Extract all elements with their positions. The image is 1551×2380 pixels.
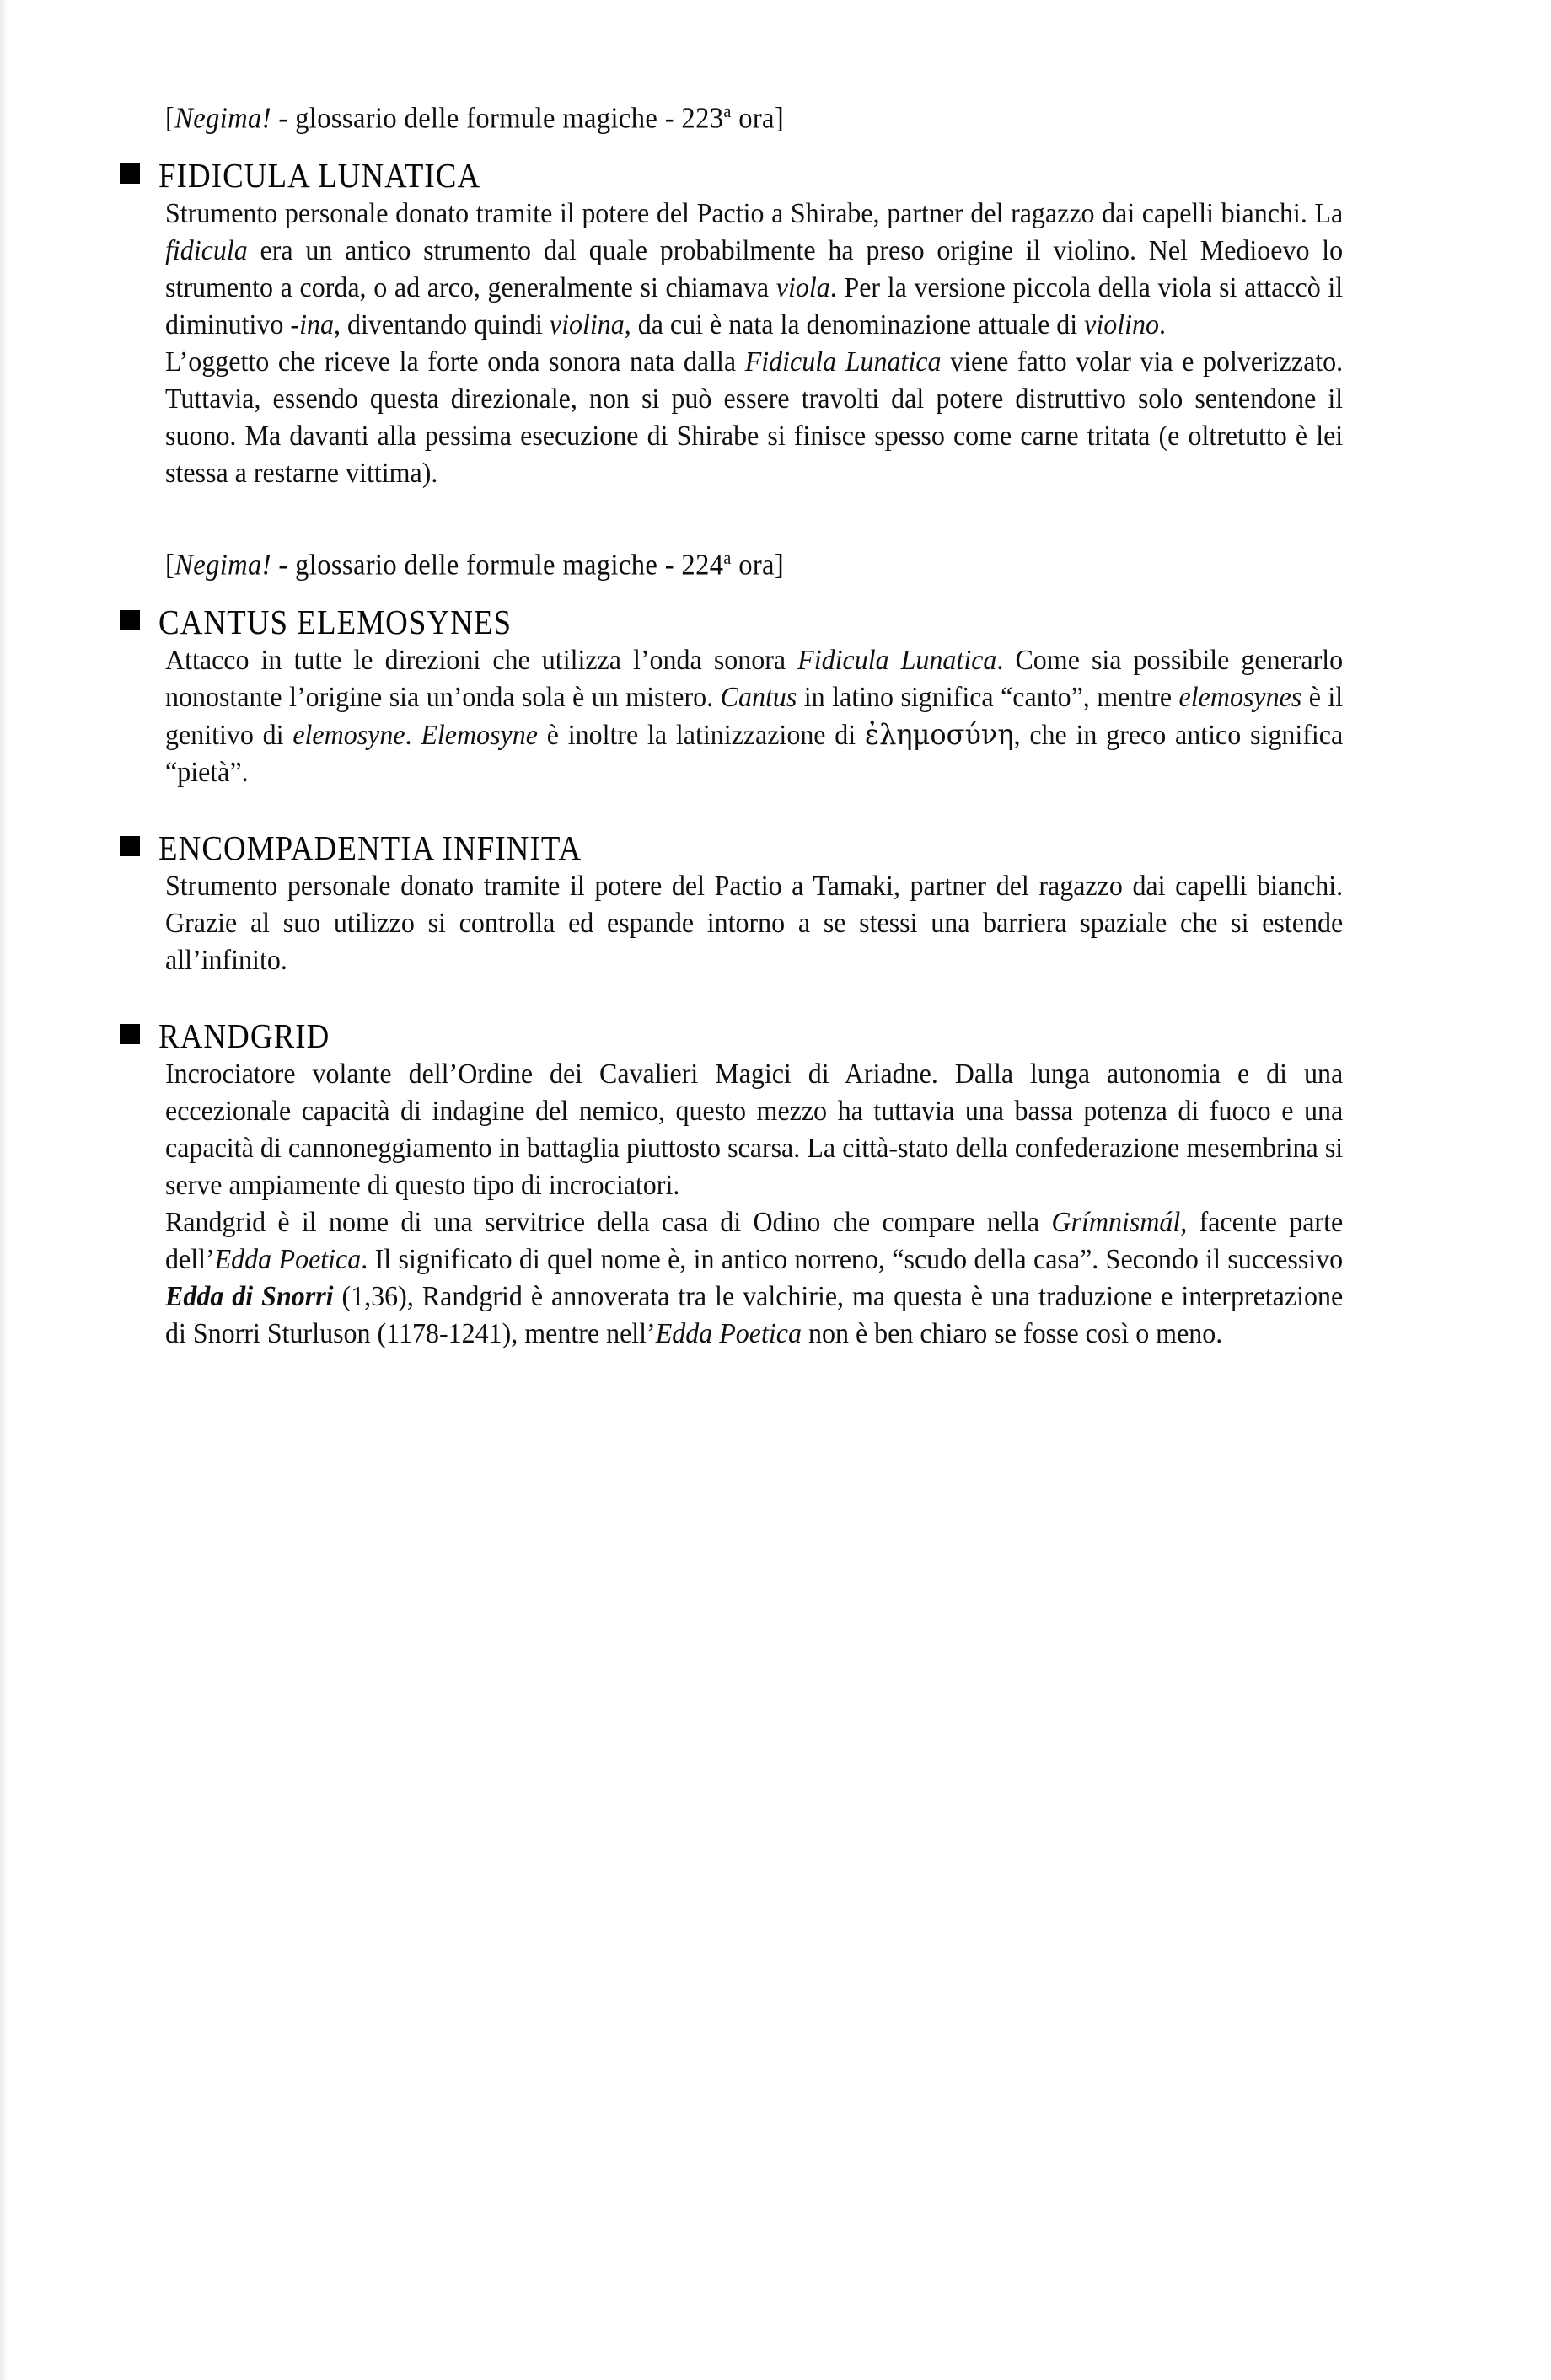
running-head-open-bracket: [ (165, 548, 175, 582)
entry-fidicula-lunatica (158, 155, 1345, 492)
entry-heading-text: ENCOMPADENTIA INFINITA (158, 828, 582, 867)
running-head-ordinal: a (723, 101, 732, 121)
square-bullet-icon (120, 163, 140, 184)
running-head-series-title: Negima! (174, 101, 271, 135)
page-edge-shadow (0, 0, 8, 2380)
entry-paragraph: Incrociatore volante dell’Ordine dei Cavalieri Magici di Ariadne. Dalla lunga autonomia e di una eccezionale capacità di indagine del nemico, questo mezzo ha tuttavia una bassa potenza di fuoco e una capacità di cannoneggiamento in battaglia piuttosto scarsa. La città-stato della confederazione mesembrina si serve ampiamente di questo tipo di incrociatori. (165, 1059, 1344, 1201)
entry-paragraph: Attacco in tutte le direzioni che utilizza l’onda sonora Fidicula Lunatica. Come sia possibile generarlo nonostante l’origine sia un’onda sola è un mistero. Cantus in latino significa “canto”, mentre elemosynes è il genitivo di elemosyne. Elemosyne è inoltre la latinizzazione di ἐλημοσύνη, che in greco antico significa “pietà”. (165, 644, 1344, 788)
square-bullet-icon (120, 836, 140, 856)
running-head-series-title: Negima! (174, 548, 271, 582)
entry-paragraph: Strumento personale donato tramite il potere del Pactio a Tamaki, partner del ragazzo dai capelli bianchi. Grazie al suo utilizzo si controlla ed espande intorno a se stessi una barriera spaziale che si estende all’infinito. (165, 870, 1344, 976)
square-bullet-icon (120, 610, 140, 630)
running-head-separator: - glossario delle formule magiche - (271, 548, 682, 582)
running-head-ordinal: a (723, 547, 732, 568)
running-head-number: 224 (681, 548, 724, 582)
entry-randgrid (158, 1016, 1345, 1353)
running-head-number: 223 (681, 101, 724, 135)
running-head-223 (165, 101, 1263, 136)
entry-encompadentia-infinita (158, 828, 1345, 979)
entry-heading-row (120, 1018, 1345, 1054)
entry-paragraph: L’oggetto che riceve la forte onda sonora nata dalla Fidicula Lunatica viene fatto volar via e polverizzato. Tuttavia, essendo questa direzionale, non si può essere travolti dal potere distruttivo solo sentendone il suono. Ma davanti alla pessima esecuzione di Shirabe si finisce spesso come carne tritata (e oltretutto è lei stessa a restarne vittima). (165, 346, 1344, 489)
entry-heading-row (120, 830, 1345, 866)
entry-heading-text: CANTUS ELEMOSYNES (158, 602, 513, 641)
entry-paragraph: Randgrid è il nome di una servitrice della casa di Odino che compare nella Grímnismál, facente parte dell’Edda Poetica. Il significato di quel nome è, in antico norreno, “scudo della casa”. Secondo il successivo Edda di Snorri (1,36), Randgrid è annoverata tra le valchirie, ma questa è una traduzione e interpretazione di Snorri Sturluson (1178-1241), mentre nell’Edda Poetica non è ben chiaro se fosse così o meno. (165, 1207, 1344, 1349)
square-bullet-icon (120, 1024, 140, 1044)
running-head-224 (165, 548, 1263, 582)
entry-paragraph: Strumento personale donato tramite il potere del Pactio a Shirabe, partner del ragazzo dai capelli bianchi. La fidicula era un antico strumento dal quale probabilmente ha preso origine il violino. Nel Medioevo lo strumento a corda, o ad arco, generalmente si chiamava viola. Per la versione piccola della viola si attaccò il diminutivo -ina, diventando quindi violina, da cui è nata la denominazione attuale di violino. (165, 197, 1344, 340)
section-spacer (165, 984, 1345, 1018)
section-spacer (165, 497, 1345, 548)
section-spacer (165, 796, 1345, 830)
running-head-open-bracket: [ (165, 101, 175, 135)
entry-heading-row (120, 155, 1345, 195)
page-content (158, 101, 1345, 1358)
entry-heading-text: RANDGRID (158, 1016, 330, 1055)
running-head-separator: - glossario delle formule magiche - (271, 101, 682, 135)
entry-cantus-elemosynes (158, 602, 1345, 791)
entry-heading-text: FIDICULA LUNATICA (158, 155, 481, 195)
entry-heading-row (120, 604, 1345, 641)
running-head-tail: ora] (731, 548, 785, 582)
running-head-tail: ora] (731, 101, 785, 135)
